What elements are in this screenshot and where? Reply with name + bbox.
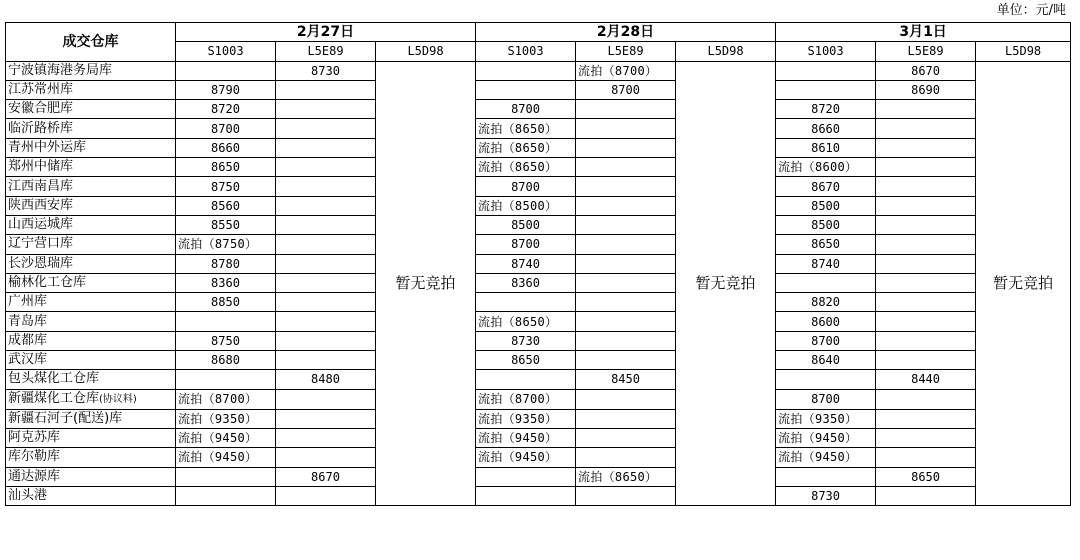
price-cell [876, 235, 976, 254]
price-cell [876, 331, 976, 350]
table-row [6, 100, 1071, 119]
price-cell: 流拍（9350） [776, 409, 876, 428]
warehouse-name: 长沙恩瑞库 [6, 254, 176, 273]
price-cell: 8720 [776, 100, 876, 119]
price-cell: 流拍（9450） [176, 448, 276, 467]
code-header: L5E89 [876, 42, 976, 61]
price-cell [876, 158, 976, 177]
price-cell: 8790 [176, 80, 276, 99]
price-cell [776, 273, 876, 292]
price-cell: 8730 [276, 61, 376, 80]
warehouse-name: 新疆煤化工仓库(协议料) [6, 389, 176, 409]
price-cell [576, 273, 676, 292]
price-cell: 8700 [476, 177, 576, 196]
price-cell [576, 389, 676, 409]
price-cell: 8670 [276, 467, 376, 486]
price-cell: 8550 [176, 215, 276, 234]
price-cell: 流拍（8500） [476, 196, 576, 215]
price-cell: 8440 [876, 370, 976, 389]
warehouse-name: 通达源库 [6, 467, 176, 486]
price-cell [576, 351, 676, 370]
price-cell: 8360 [176, 273, 276, 292]
price-cell [576, 331, 676, 350]
price-cell: 流拍（9350） [176, 409, 276, 428]
price-cell: 8700 [776, 331, 876, 350]
code-header: L5E89 [276, 42, 376, 61]
price-cell [576, 293, 676, 312]
price-cell: 流拍（9450） [776, 428, 876, 447]
price-cell [276, 100, 376, 119]
price-cell: 流拍（8700） [576, 61, 676, 80]
unit-label: 单位：元/吨 [996, 3, 1066, 18]
price-cell [176, 312, 276, 331]
price-cell [876, 448, 976, 467]
price-cell [276, 254, 376, 273]
price-cell: 8730 [776, 486, 876, 505]
price-cell: 8480 [276, 370, 376, 389]
price-cell [276, 215, 376, 234]
price-cell: 8360 [476, 273, 576, 292]
price-cell [276, 119, 376, 138]
price-cell [876, 273, 976, 292]
price-cell: 流拍（8650） [476, 119, 576, 138]
price-cell: 8750 [176, 331, 276, 350]
price-cell [876, 196, 976, 215]
table-row [6, 235, 1071, 254]
code-header: S1003 [476, 42, 576, 61]
warehouse-name: 阿克苏库 [6, 428, 176, 447]
warehouse-name: 辽宁营口库 [6, 235, 176, 254]
warehouse-name: 新疆石河子(配送)库 [6, 409, 176, 428]
warehouse-name: 江西南昌库 [6, 177, 176, 196]
price-cell: 流拍（8650） [576, 467, 676, 486]
price-cell [576, 409, 676, 428]
table-row [6, 254, 1071, 273]
price-cell [476, 80, 576, 99]
price-cell [476, 486, 576, 505]
no-auction-cell: 暂无竞拍 [976, 61, 1071, 506]
price-cell [776, 467, 876, 486]
price-cell: 8560 [176, 196, 276, 215]
price-cell [576, 196, 676, 215]
warehouse-name: 山西运城库 [6, 215, 176, 234]
price-cell [776, 61, 876, 80]
table-body [6, 61, 1071, 506]
date-header-2: 2月28日 [476, 23, 776, 42]
warehouse-note: (协议料) [99, 393, 137, 405]
price-cell [276, 235, 376, 254]
price-cell [876, 486, 976, 505]
warehouse-name: 青岛库 [6, 312, 176, 331]
price-cell: 流拍（8700） [176, 389, 276, 409]
price-cell [476, 293, 576, 312]
table-header [6, 23, 1071, 62]
warehouse-name: 广州库 [6, 293, 176, 312]
warehouse-name: 成都库 [6, 331, 176, 350]
price-cell [276, 80, 376, 99]
price-cell: 8660 [176, 138, 276, 157]
price-cell [576, 235, 676, 254]
price-cell [176, 61, 276, 80]
table-row [6, 61, 1071, 80]
price-cell: 8680 [176, 351, 276, 370]
price-cell [576, 119, 676, 138]
price-cell [576, 254, 676, 273]
warehouse-name: 武汉库 [6, 351, 176, 370]
price-cell [276, 177, 376, 196]
price-cell: 8740 [476, 254, 576, 273]
price-cell: 8700 [176, 119, 276, 138]
price-cell: 流拍（9450） [476, 428, 576, 447]
price-cell: 8780 [176, 254, 276, 273]
table-row [6, 448, 1071, 467]
price-cell [876, 177, 976, 196]
price-cell: 流拍（9350） [476, 409, 576, 428]
price-cell [876, 409, 976, 428]
price-cell: 8690 [876, 80, 976, 99]
price-cell: 8650 [176, 158, 276, 177]
code-header: L5E89 [576, 42, 676, 61]
price-cell: 8660 [776, 119, 876, 138]
table-row [6, 158, 1071, 177]
price-cell: 流拍（8650） [476, 158, 576, 177]
table-row [6, 486, 1071, 505]
price-cell: 8610 [776, 138, 876, 157]
price-cell [276, 273, 376, 292]
price-cell [276, 196, 376, 215]
price-cell: 流拍（9450） [776, 448, 876, 467]
warehouse-name: 郑州中储库 [6, 158, 176, 177]
price-cell [476, 370, 576, 389]
price-cell: 8500 [476, 215, 576, 234]
price-cell [876, 254, 976, 273]
price-cell [276, 293, 376, 312]
price-cell: 8820 [776, 293, 876, 312]
price-cell: 流拍（8750） [176, 235, 276, 254]
price-cell [276, 448, 376, 467]
warehouse-name: 包头煤化工仓库 [6, 370, 176, 389]
price-cell [576, 428, 676, 447]
price-cell: 8700 [476, 235, 576, 254]
price-cell: 流拍（8700） [476, 389, 576, 409]
price-cell [276, 389, 376, 409]
price-cell: 8500 [776, 196, 876, 215]
price-cell [276, 312, 376, 331]
price-cell [876, 119, 976, 138]
price-cell [876, 351, 976, 370]
code-header: L5D98 [676, 42, 776, 61]
price-cell: 流拍（8600） [776, 158, 876, 177]
date-header-1: 2月27日 [176, 23, 476, 42]
price-cell: 8700 [576, 80, 676, 99]
price-cell [876, 312, 976, 331]
warehouse-name: 临沂路桥库 [6, 119, 176, 138]
price-cell: 8700 [776, 389, 876, 409]
price-cell [876, 293, 976, 312]
table-row [6, 409, 1071, 428]
price-cell [576, 448, 676, 467]
price-cell [876, 215, 976, 234]
price-cell [576, 158, 676, 177]
date-header-3: 3月1日 [776, 23, 1071, 42]
auction-table [5, 22, 1071, 506]
table-row [6, 177, 1071, 196]
price-cell [276, 486, 376, 505]
price-cell: 流拍（8650） [476, 312, 576, 331]
warehouse-name: 宁波镇海港务局库 [6, 61, 176, 80]
table-row [6, 331, 1071, 350]
code-header: S1003 [176, 42, 276, 61]
price-cell: 8720 [176, 100, 276, 119]
price-cell [876, 100, 976, 119]
price-cell: 流拍（8650） [476, 138, 576, 157]
price-cell [576, 215, 676, 234]
price-cell: 8640 [776, 351, 876, 370]
price-cell: 8650 [776, 235, 876, 254]
table-row [6, 312, 1071, 331]
price-cell [876, 389, 976, 409]
price-cell: 8740 [776, 254, 876, 273]
price-cell [276, 409, 376, 428]
code-header: S1003 [776, 42, 876, 61]
price-cell: 8600 [776, 312, 876, 331]
price-cell [876, 428, 976, 447]
price-cell [276, 351, 376, 370]
table-row [6, 370, 1071, 389]
table-row [6, 467, 1071, 486]
warehouse-name: 榆林化工仓库 [6, 273, 176, 292]
price-cell [276, 158, 376, 177]
price-cell: 流拍（9450） [476, 448, 576, 467]
table-row [6, 215, 1071, 234]
price-cell [776, 370, 876, 389]
table-row [6, 293, 1071, 312]
price-cell [176, 370, 276, 389]
table-row [6, 351, 1071, 370]
price-cell [176, 467, 276, 486]
price-cell [576, 177, 676, 196]
price-cell [276, 138, 376, 157]
price-cell [476, 467, 576, 486]
no-auction-cell: 暂无竞拍 [376, 61, 476, 506]
price-cell [776, 80, 876, 99]
price-cell: 8450 [576, 370, 676, 389]
price-cell: 8670 [876, 61, 976, 80]
warehouse-name: 青州中外运库 [6, 138, 176, 157]
price-cell [876, 138, 976, 157]
price-cell: 8730 [476, 331, 576, 350]
table-row [6, 80, 1071, 99]
price-cell [176, 486, 276, 505]
price-cell: 流拍（9450） [176, 428, 276, 447]
price-cell [276, 428, 376, 447]
warehouse-name: 江苏常州库 [6, 80, 176, 99]
warehouse-name: 安徽合肥库 [6, 100, 176, 119]
price-cell: 8750 [176, 177, 276, 196]
warehouse-name: 陕西西安库 [6, 196, 176, 215]
price-cell [576, 486, 676, 505]
price-cell: 8670 [776, 177, 876, 196]
price-cell [576, 100, 676, 119]
code-header: L5D98 [976, 42, 1071, 61]
table-row [6, 119, 1071, 138]
price-cell: 8700 [476, 100, 576, 119]
price-cell [576, 138, 676, 157]
table-row [6, 138, 1071, 157]
price-cell [276, 331, 376, 350]
price-cell [476, 61, 576, 80]
warehouse-header: 成交仓库 [6, 23, 176, 62]
warehouse-name: 库尔勒库 [6, 448, 176, 467]
price-cell: 8850 [176, 293, 276, 312]
table-row [6, 428, 1071, 447]
table-row [6, 196, 1071, 215]
code-header: L5D98 [376, 42, 476, 61]
table-row [6, 273, 1071, 292]
warehouse-name: 汕头港 [6, 486, 176, 505]
price-cell: 8650 [876, 467, 976, 486]
table-row [6, 389, 1071, 409]
price-cell: 8500 [776, 215, 876, 234]
price-cell [576, 312, 676, 331]
no-auction-cell: 暂无竞拍 [676, 61, 776, 506]
price-cell: 8650 [476, 351, 576, 370]
